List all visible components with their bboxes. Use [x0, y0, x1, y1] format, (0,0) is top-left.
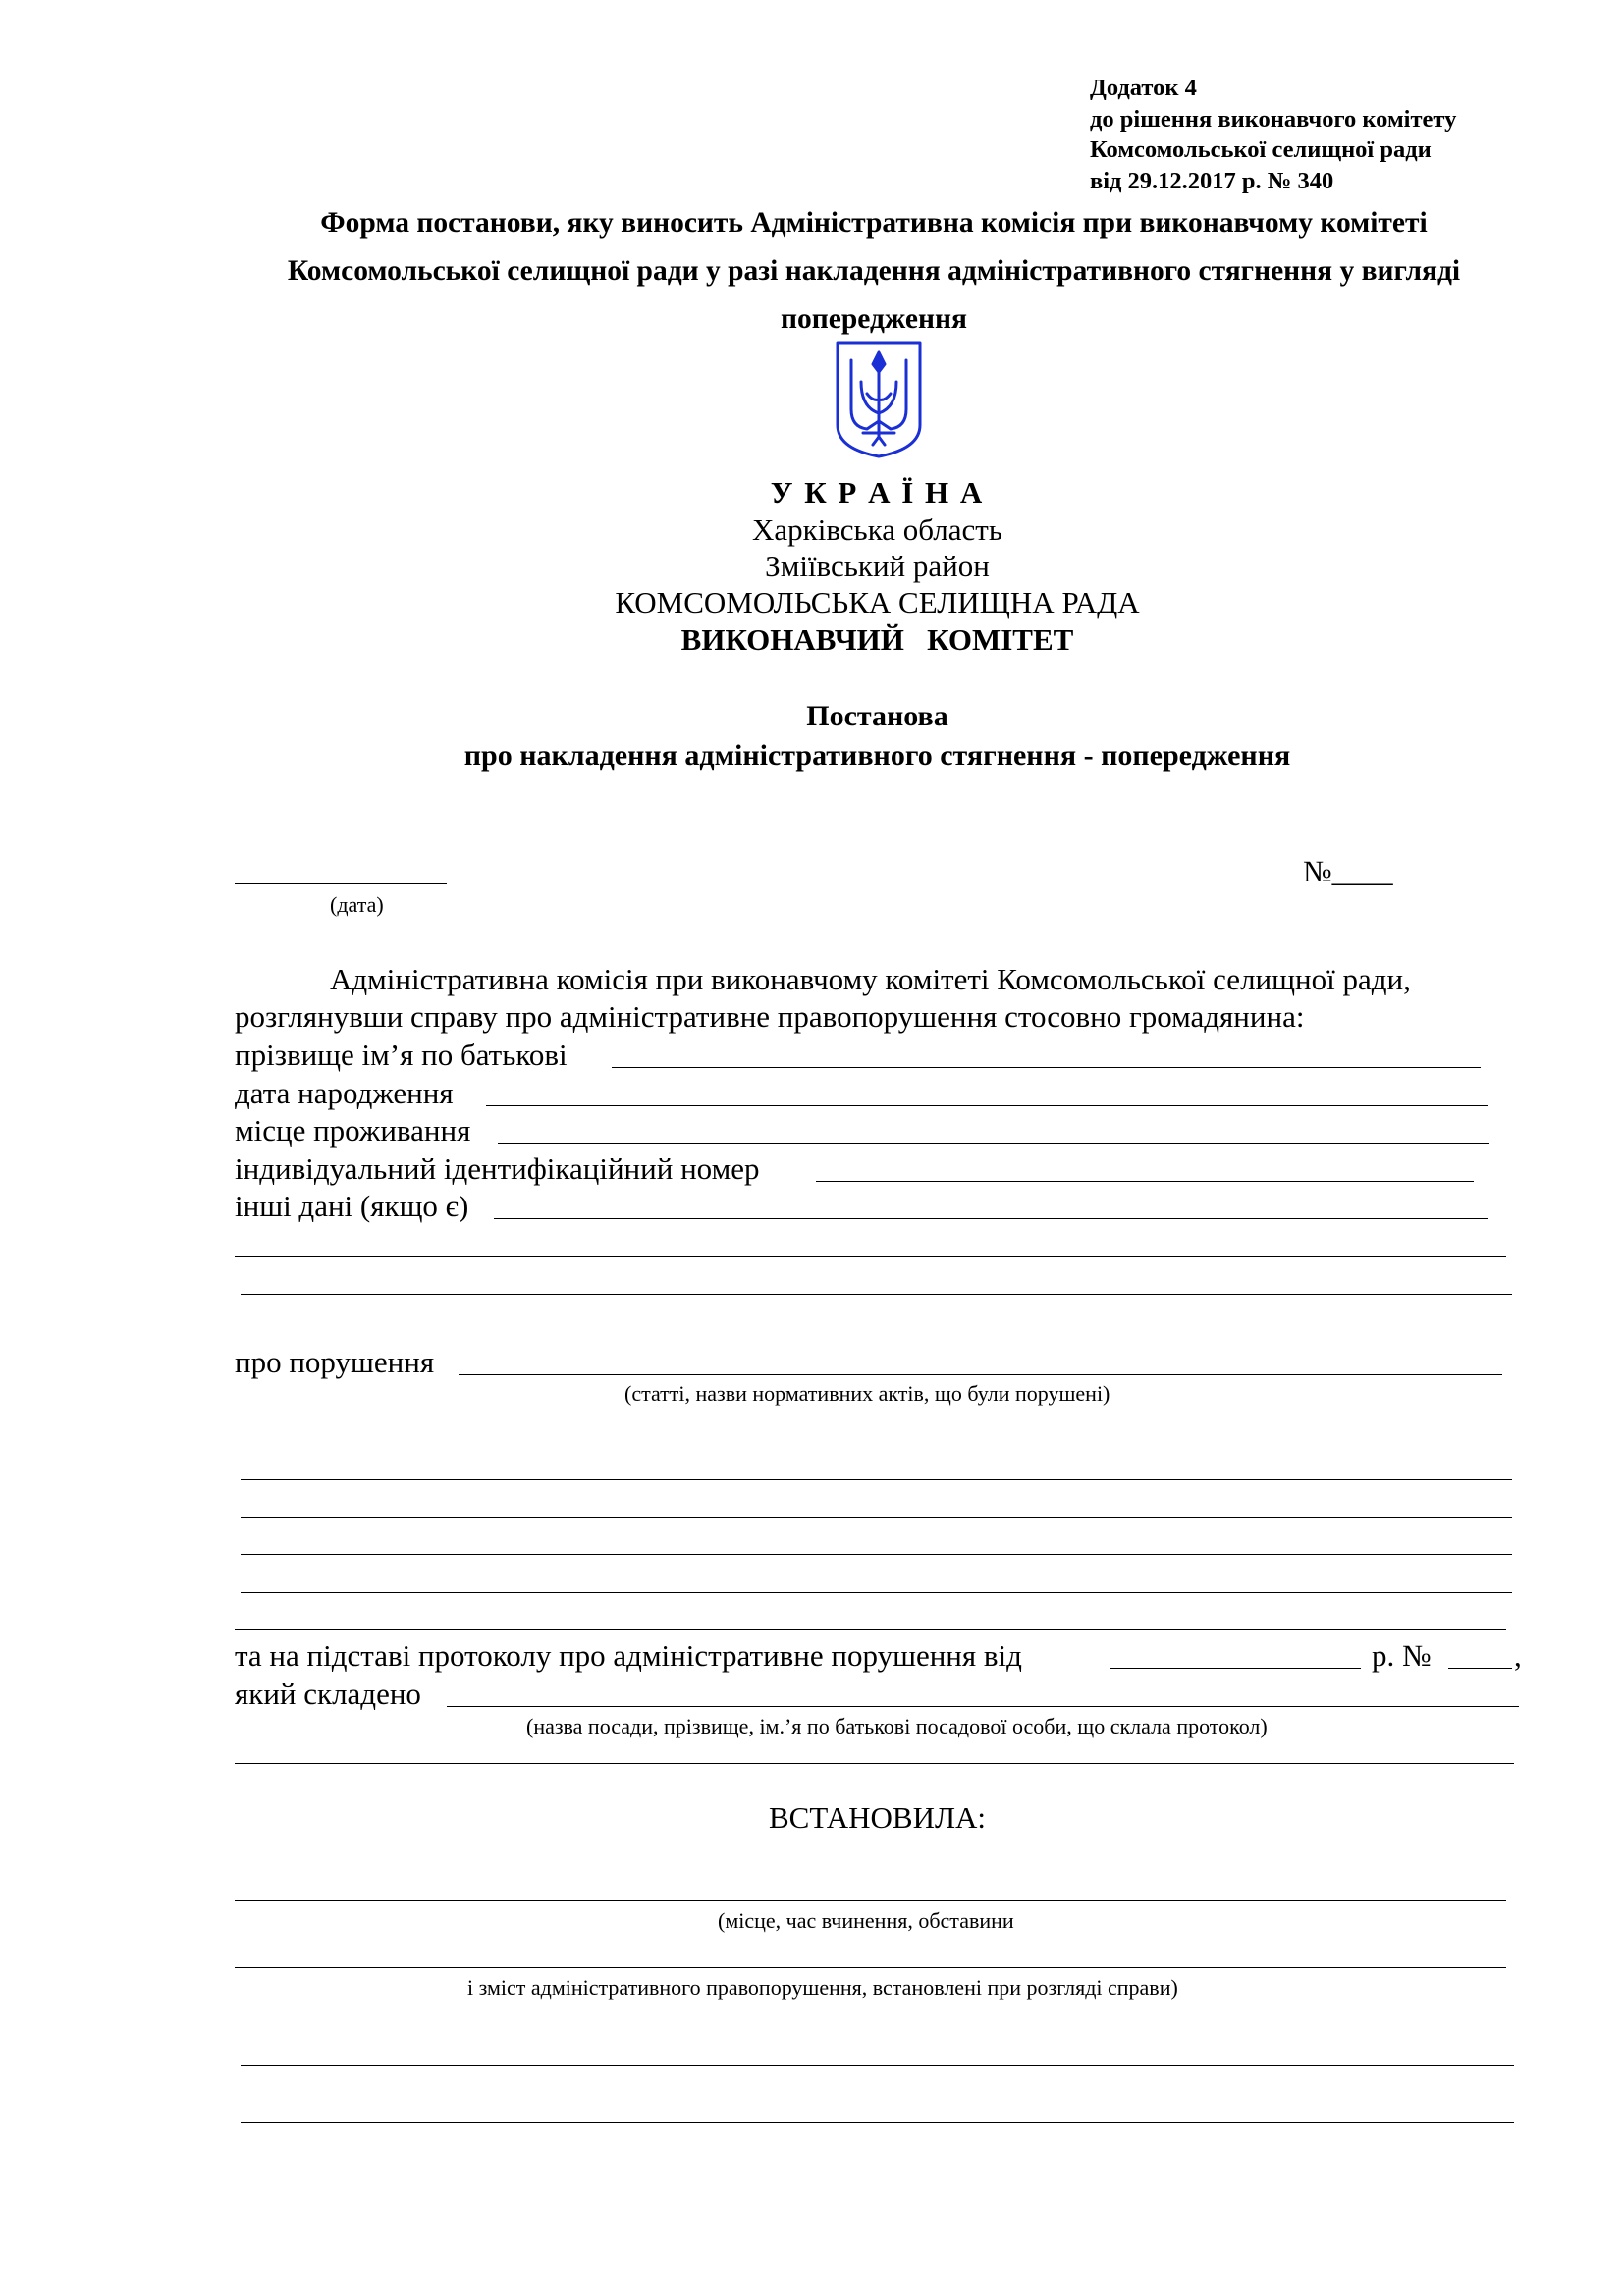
- intro-line-2: розглянувши справу про адміністративне правопорушення стосовно громадянина:: [235, 999, 1305, 1034]
- blank-line[interactable]: [241, 1294, 1512, 1295]
- violation-caption: (статті, назви нормативних актів, що були порушені): [624, 1381, 1110, 1406]
- violation-line[interactable]: [241, 1592, 1512, 1593]
- appendix-number: Додаток 4: [1090, 75, 1197, 101]
- violation-line[interactable]: [241, 1517, 1512, 1518]
- violation-field[interactable]: [459, 1374, 1502, 1375]
- tax-id-field[interactable]: [816, 1181, 1474, 1182]
- blank-line[interactable]: [241, 2122, 1514, 2123]
- intro-line-1: Адміністративна комісія при виконавчому комітеті Комсомольської селищної ради,: [330, 962, 1411, 996]
- compiled-by-label: який складено: [235, 1677, 421, 1711]
- residence-label: місце проживання: [235, 1113, 471, 1148]
- offense-content-field[interactable]: [235, 1967, 1506, 1968]
- form-title: Форма постанови, яку виносить Адміністративна комісія при виконавчому комітеті Комсомольської селищної ради у разі накладення адміністративного стягнення у вигляді попередження: [287, 207, 1461, 335]
- violation-label: про порушення: [235, 1345, 435, 1379]
- council-name: КОМСОМОЛЬСЬКА СЕЛИЩНА РАДА: [615, 585, 1140, 619]
- other-data-field[interactable]: [494, 1218, 1488, 1219]
- violation-line[interactable]: [235, 1629, 1506, 1630]
- date-caption: (дата): [330, 892, 384, 917]
- full-name-label: прізвище ім’я по батькові: [235, 1038, 568, 1072]
- protocol-number-field[interactable]: [1448, 1668, 1512, 1669]
- appendix-council-ref: Комсомольської селищної ради: [1090, 136, 1432, 163]
- appendix-decision-ref: до рішення виконавчого комітету: [1090, 105, 1457, 133]
- protocol-text: та на підставі протоколу про адміністративне порушення від: [235, 1638, 1022, 1673]
- coat-of-arms-icon: [834, 339, 924, 460]
- district-name: Зміївський район: [765, 549, 990, 583]
- compiled-by-field[interactable]: [447, 1706, 1519, 1707]
- violation-line[interactable]: [241, 1479, 1512, 1480]
- protocol-comma: ,: [1514, 1638, 1522, 1673]
- violation-line[interactable]: [241, 1554, 1512, 1555]
- decree-title: Постанова: [806, 700, 948, 732]
- compiled-by-caption: (назва посади, прізвище, ім.’я по батькові посадової особи, що склала протокол): [526, 1714, 1268, 1738]
- birth-date-label: дата народження: [235, 1076, 454, 1110]
- circumstances-field[interactable]: [235, 1900, 1506, 1901]
- residence-field[interactable]: [498, 1143, 1489, 1144]
- other-data-label: інші дані (якщо є): [235, 1189, 469, 1223]
- number-field[interactable]: №____: [1303, 854, 1393, 888]
- protocol-date-field[interactable]: [1110, 1668, 1361, 1669]
- committee-name: ВИКОНАВЧИЙ КОМІТЕТ: [680, 622, 1074, 657]
- tax-id-label: індивідуальний ідентифікаційний номер: [235, 1151, 760, 1186]
- region-name: Харківська область: [752, 512, 1002, 547]
- birth-date-field[interactable]: [486, 1105, 1488, 1106]
- circumstances-caption: (місце, час вчинення, обставини: [718, 1908, 1014, 1933]
- blank-line[interactable]: [235, 1763, 1514, 1764]
- decree-subtitle: про накладення адміністративного стягнення - попередження: [463, 739, 1291, 772]
- blank-line[interactable]: [241, 2065, 1514, 2066]
- established-heading: ВСТАНОВИЛА:: [769, 1800, 986, 1835]
- country-name: У К Р А Ї Н А: [770, 475, 985, 509]
- date-field[interactable]: [235, 883, 447, 884]
- appendix-note: [1090, 73, 1581, 196]
- appendix-date: від 29.12.2017 р. № 340: [1090, 167, 1334, 194]
- blank-line[interactable]: [235, 1256, 1506, 1257]
- protocol-number-label: р. №: [1372, 1638, 1432, 1673]
- full-name-field[interactable]: [612, 1067, 1481, 1068]
- offense-content-caption: і зміст адміністративного правопорушення, встановлені при розгляді справи): [467, 1975, 1178, 2000]
